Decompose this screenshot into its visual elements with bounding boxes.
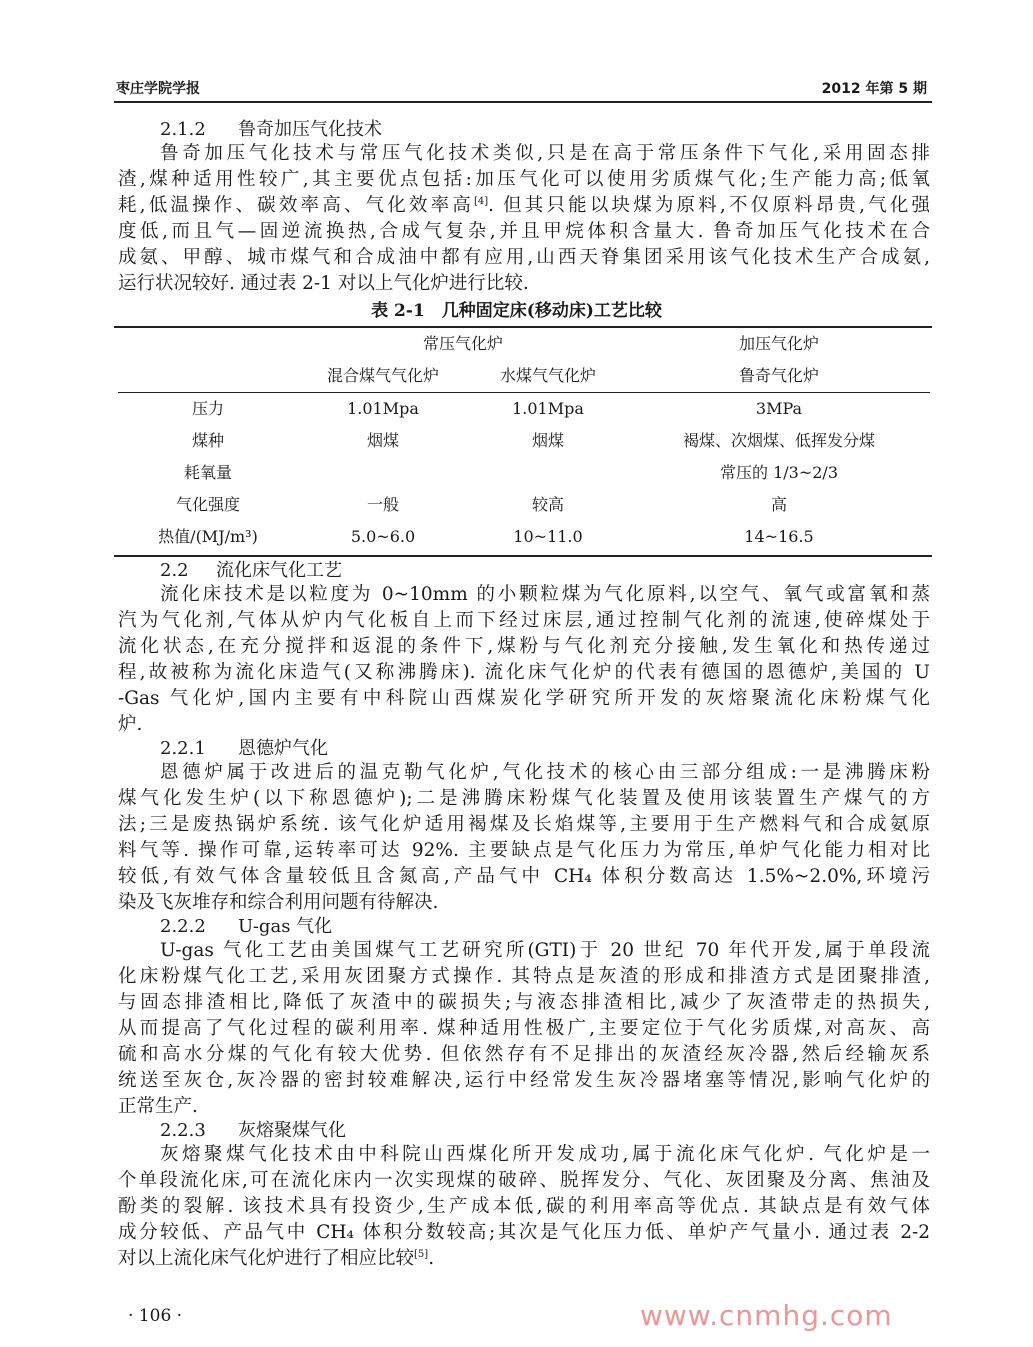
text-line: 运行状况较好. 通过表 2-1 对以上气化炉进行比较. [118,273,529,294]
text-line: -Gas 气化炉,国内主要有中科院山西煤炭化学研究所开发的灰熔聚流化床粉煤气化 [118,688,930,709]
watermark: www.cnmhg.com [640,1299,893,1332]
text-line: 煤气化发生炉(以下称恩德炉);二是沸腾床粉煤气化装置及使用该装置生产煤气的方 [118,788,930,809]
text-line: 成氨、甲醇、城市煤气和合成油中都有应用,山西天脊集团采用该气化技术生产合成氨, [118,247,930,268]
table-sub-header-row [118,360,930,393]
paragraph [118,582,930,738]
table-cell: 烟煤 [366,431,399,450]
section-heading [160,917,332,937]
table-bottom-rule [114,555,932,557]
text: . [428,1248,435,1269]
text-line: 恩德炉属于改进后的温克勒气化炉,气化技术的核心由三部分组成:一是沸腾床粉 [160,762,930,783]
table-cell: 3MPa [755,399,803,418]
text-line: 炉. [118,714,143,735]
text-line: 度低,而且气—固逆流换热,合成气复杂,并且甲烷体积含量大. 鲁奇加压气化技术在合 [118,221,930,242]
section-heading [160,561,342,581]
paragraph [118,141,930,297]
sub-header: 鲁奇气化炉 [628,360,930,393]
paragraph [118,938,930,1120]
text-line: 汽为气化剂,气体从炉内气化板自上而下经过床层,通过控制气化剂的流速,使碎煤处于 [118,610,930,631]
section-heading [160,120,382,140]
page-number: · 106 · [128,1306,183,1326]
section-number: 2.1.2 [160,119,206,140]
journal-name: 枣庄学院学报 [116,81,200,97]
table-cell: 高 [770,495,787,514]
text-line: 硫和高水分煤的气化有较大优势. 但依然存有不足排出的灰渣经灰冷器,然后经输灰系 [118,1044,930,1065]
text-line: 流化状态,在充分搅拌和返混的条件下,煤粉与气化剂充分接触,发生氧化和热传递过 [118,636,930,657]
row-label: 耗氧量 [183,463,232,482]
text-line: 染及飞灰堆存和综合利用问题有待解决. [118,892,439,913]
section-title: 灰熔聚煤气化 [238,1120,346,1141]
citation: [4] [473,195,489,207]
group-header: 加压气化炉 [738,334,819,353]
table-cell [298,457,468,489]
table-cell: 1.01Mpa [512,399,584,418]
text-line: 灰熔聚煤气化技术由中科院山西煤化所开发成功,属于流化床气化炉. 气化炉是一 [160,1144,930,1165]
text: 耗,低温操作、碳效率高、气化效率高 [118,195,474,216]
text-line: 化床粉煤气化工艺,采用灰团聚方式操作. 其特点是灰渣的形成和排渣方式是团聚排渣, [118,966,930,987]
section-heading [160,739,328,759]
sub-header: 混合煤气气化炉 [298,360,468,393]
text-line: 正常生产. [118,1096,198,1117]
header-rule [114,101,932,103]
table-row [118,521,930,553]
comparison-table [118,328,930,553]
text-line: 渣,煤种适用性较广,其主要优点包括:加压气化可以使用劣质煤气化;生产能力高;低氧 [118,169,930,190]
table-cell: 较高 [531,495,564,514]
table-row [118,425,930,457]
text-line: 流化床技术是以粒度为 0~10mm 的小颗粒煤为气化原料,以空气、氧气或富氧和蒸 [160,584,930,605]
text-line: 鲁奇加压气化技术与常压气化技术类似,只是在高于常压条件下气化,采用固态排 [160,143,930,164]
table-row [118,457,930,489]
paragraph [118,760,930,916]
table-title: 表 2-1 几种固定床(移动床)工艺比较 [371,301,662,321]
table-cell: 5.0~6.0 [350,527,416,546]
group-header: 常压气化炉 [422,334,503,353]
sub-header: 水煤气气化炉 [468,360,628,393]
table-cell: 褐煤、次烟煤、低挥发分煤 [682,431,875,450]
issue-label: 2012 年第 5 期 [821,81,927,97]
text-line [118,1246,930,1272]
table-cell: 10~11.0 [513,527,583,546]
table-row [118,489,930,521]
table-cell: 烟煤 [531,431,564,450]
text-line: 法;三是废热锅炉系统. 该气化炉适用褐煤及长焰煤等,主要用于生产燃料气和合成氨原 [118,814,930,835]
text-line: U-gas 气化工艺由美国煤气工艺研究所(GTI)于 20 世纪 70 年代开发,属于单段流 [160,940,930,961]
row-label: 煤种 [191,431,224,450]
section-title: 流化床气化工艺 [216,560,342,581]
text-line: 酚类的裂解. 该技术具有投资少,生产成本低,碳的利用率高等优点. 其缺点是有效气体 [118,1196,930,1217]
section-number: 2.2 [160,560,189,581]
section-title: 鲁奇加压气化技术 [238,119,382,140]
section-title: U-gas 气化 [238,916,333,937]
table-group-header-row [118,328,930,360]
citation: [5] [414,1248,429,1260]
text-line: 料气等. 操作可靠,运转率可达 92%. 主要缺点是气化压力为常压,单炉气化能力相对比 [118,840,930,861]
text: 对以上流化床气化炉进行了相应比较 [118,1248,415,1269]
section-number: 2.2.1 [160,738,206,759]
paragraph [118,1142,930,1272]
section-heading [160,1121,346,1141]
table-row [118,393,930,426]
row-label: 压力 [191,399,224,418]
table-cell: 一般 [366,495,399,514]
section-number: 2.2.3 [160,1120,206,1141]
text-line [118,193,930,219]
text-line: 个单段流化床,可在流化床内一次实现煤的破碎、脱挥发分、气化、灰团聚及分离、焦油及 [118,1170,930,1191]
table-cell [468,457,628,489]
text-line: 统送至灰仓,灰冷器的密封较难解决,运行中经常发生灰冷器堵塞等情况,影响气化炉的 [118,1070,930,1091]
table-cell: 14~16.5 [744,527,814,546]
section-title: 恩德炉气化 [238,738,328,759]
text: . 但其只能以块煤为原料,不仅原料昂贵,气化强 [488,195,930,216]
text-line: 程,故被称为流化床造气(又称沸腾床). 流化床气化炉的代表有德国的恩德炉,美国的 U [118,662,930,683]
text-line: 从而提高了气化过程的碳利用率. 煤种适用性极广,主要定位于气化劣质煤,对高灰、高 [118,1018,930,1039]
row-label: 气化强度 [175,495,240,514]
section-number: 2.2.2 [160,916,206,937]
table-cell: 常压的 1/3~2/3 [720,463,838,482]
text-line: 较低,有效气体含量较低且含氮高,产品气中 CH₄ 体积分数高达 1.5%~2.0%,环境污 [118,866,930,887]
table-cell: 1.01Mpa [347,399,419,418]
row-label: 热值/(MJ/m³) [158,527,258,546]
text-line: 成分较低、产品气中 CH₄ 体积分数较高;其次是气化压力低、单炉产气量小. 通过表 2-2 [118,1222,930,1243]
text-line: 与固态排渣相比,降低了灰渣中的碳损失;与液态排渣相比,减少了灰渣带走的热损失, [118,992,930,1013]
